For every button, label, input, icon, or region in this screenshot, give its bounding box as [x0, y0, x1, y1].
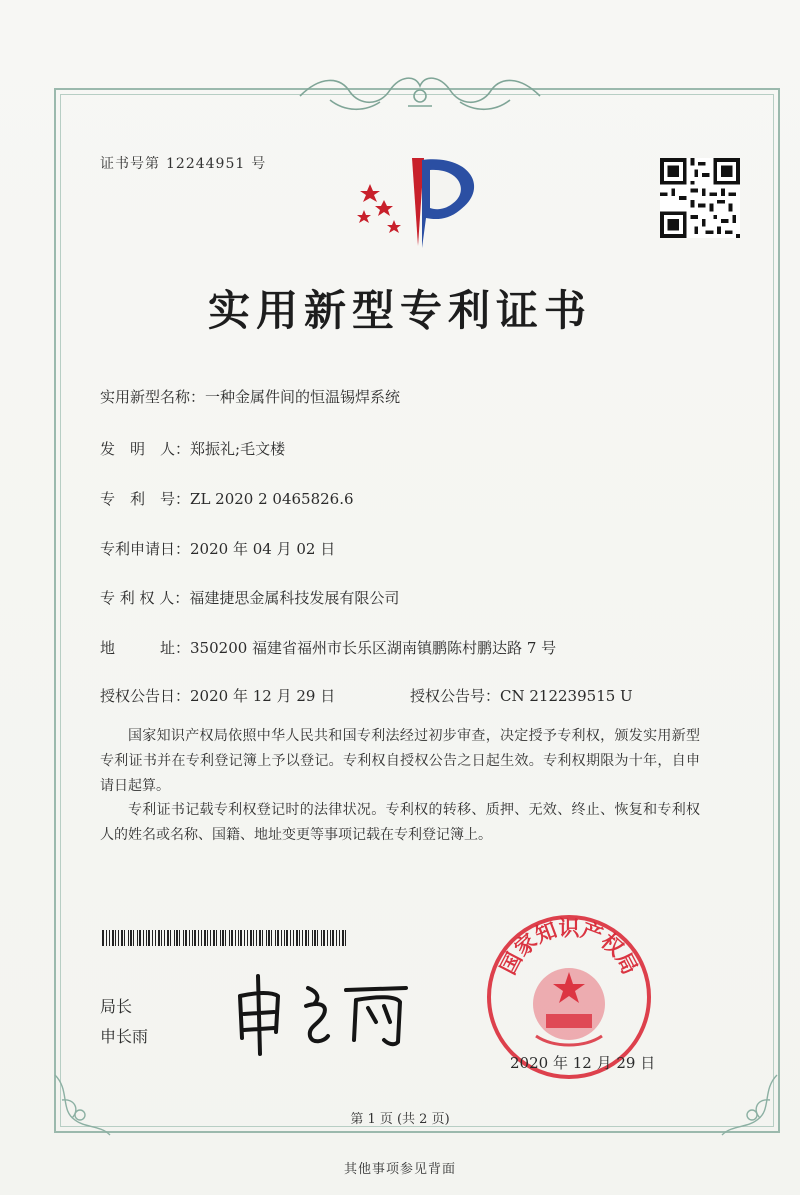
field-patentee	[100, 587, 399, 608]
certificate-number-value: 12244951	[166, 156, 246, 172]
seal-date: 2020 年 12 月 29 日	[510, 1054, 656, 1072]
field-value: 一种金属件间的恒温锡焊系统	[205, 388, 401, 406]
field-value: 350200 福建省福州市长乐区湖南镇鹏陈村鹏达路 7 号	[190, 639, 557, 657]
field-value: 2020 年 04 月 02 日	[190, 540, 336, 558]
page-number: 第 1 页 (共 2 页)	[350, 1112, 450, 1127]
field-patent-number	[100, 488, 354, 509]
field-label: 发 明 人：	[100, 440, 191, 458]
statement-paragraph: 国家知识产权局依照中华人民共和国专利法经过初步审查，决定授予专利权，颁发实用新型专利证书并在专利登记簿上予以登记。专利权自授权公告之日起生效。专利权期限为十年，自申请日起算。	[100, 728, 700, 794]
cnipa-logo-icon	[350, 148, 490, 260]
field-address	[100, 637, 556, 658]
corner-ornament-bottom-left	[50, 1070, 120, 1140]
field-label: 实用新型名称：	[100, 388, 206, 406]
director-title: 局长	[100, 997, 133, 1016]
certificate-number	[100, 153, 272, 173]
corner-ornament-bottom-right	[712, 1070, 782, 1140]
field-label: 专利申请日：	[100, 540, 191, 558]
field-value: 郑振礼;毛文楼	[190, 440, 286, 458]
field-label: 授权公告号：	[410, 687, 501, 705]
field-value: ZL 2020 2 0465826.6	[190, 490, 354, 508]
qr-code-icon[interactable]	[660, 158, 740, 238]
certificate-number-suffix: 号	[251, 156, 267, 172]
seal-text: 国家知识产权局	[495, 916, 643, 979]
top-ornament	[290, 66, 550, 118]
field-filing-date	[100, 538, 335, 559]
field-utility-model-name	[100, 386, 400, 407]
field-label: 专 利 号：	[100, 490, 191, 508]
field-announcement-number	[410, 685, 633, 706]
field-value: CN 212239515 U	[500, 687, 633, 705]
field-value: 福建捷思金属科技发展有限公司	[189, 589, 400, 607]
field-label: 地 址：	[100, 639, 191, 657]
director-name: 申长雨	[100, 1027, 149, 1046]
back-note: 其他事项参见背面	[343, 1162, 456, 1177]
field-announcement-date	[100, 685, 335, 706]
field-label: 专 利 权 人：	[100, 589, 190, 607]
certificate-number-label: 证书号第	[100, 156, 160, 172]
field-label: 授权公告日：	[100, 687, 191, 705]
page-title: 实用新型专利证书	[207, 286, 592, 335]
barcode-icon	[102, 930, 346, 946]
field-inventor	[100, 438, 285, 459]
field-value: 2020 年 12 月 29 日	[190, 687, 336, 705]
director-signature	[228, 966, 428, 1056]
legal-status-paragraph: 专利证书记载专利权登记时的法律状况。专利权的转移、质押、无效、终止、恢复和专利权人的姓名或名称、国籍、地址变更等事项记载在专利登记簿上。	[100, 802, 700, 843]
